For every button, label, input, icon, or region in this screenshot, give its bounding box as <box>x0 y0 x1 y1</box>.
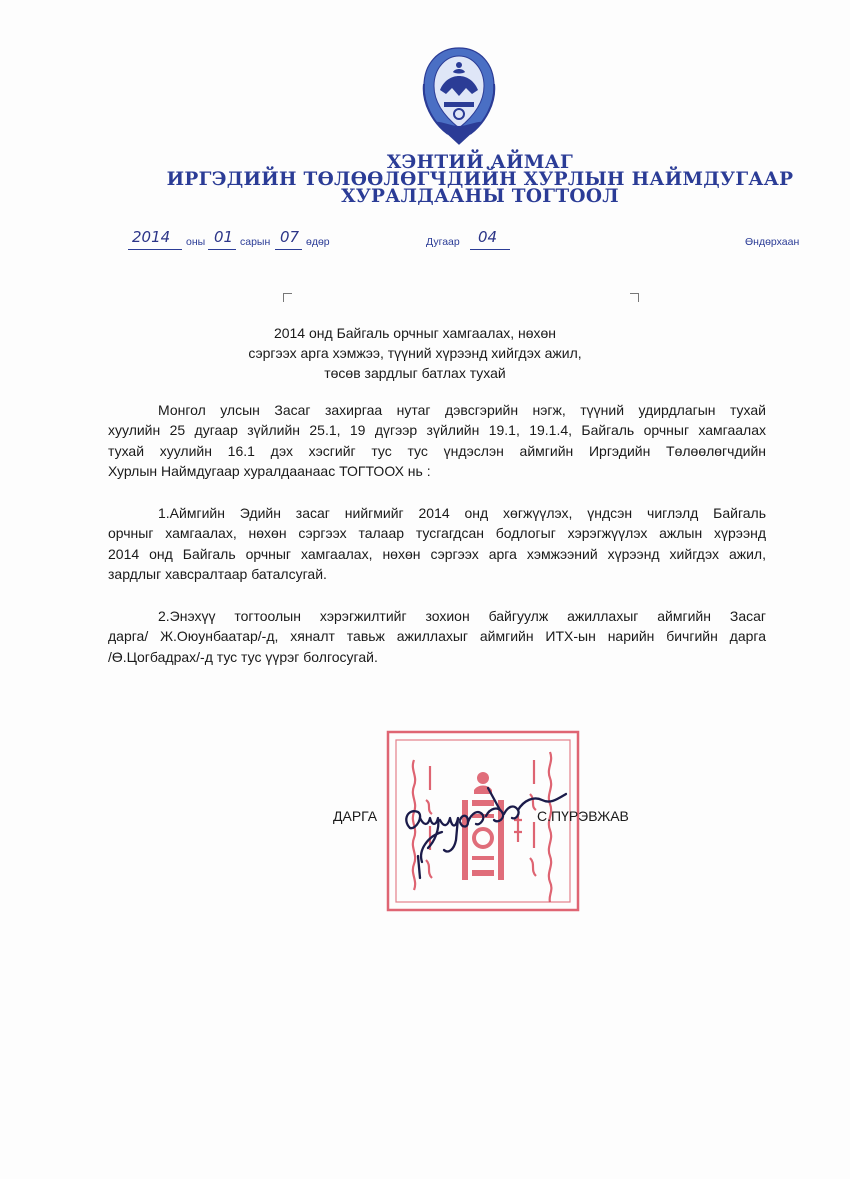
paragraph-line: Хурлын Наймдугаар хуралдаанаас ТОГТООХ нь : <box>108 462 431 479</box>
year-value: 2014 <box>132 228 171 246</box>
day-underline <box>275 249 302 250</box>
paragraph-line: зардлыг хавсралтаар баталсугай. <box>108 565 327 582</box>
paragraph-line: 2014 онд Байгаль орчныг хамгаалах, нөхөн сэргээх арга хэмжээний хүрээнд хийгдэх ажил, <box>108 545 766 562</box>
day-label: өдөр <box>306 236 330 248</box>
year-label: оны <box>186 236 206 248</box>
header-council-title: ИРГЭДИЙН ТӨЛӨӨЛӨГЧДИЙН ХУРЛЫН НАЙМДУГААР <box>166 169 794 190</box>
paragraph-line: 2.Энэхүү тогтоолын хэрэгжилтийг зохион байгуулж ажиллахыг аймгийн Засаг <box>158 608 766 624</box>
paragraph-line: Монгол улсын Засаг захиргаа нутаг дэвсгэрийн нэгж, түүний удирдлагын тухай <box>158 402 766 418</box>
month-value: 01 <box>214 228 234 246</box>
month-label: сарын <box>240 236 271 248</box>
number-label: Дугаар <box>426 236 460 248</box>
year-underline <box>128 249 182 250</box>
header-resolution-title: ХУРАЛДААНЫ ТОГТООЛ <box>341 186 619 207</box>
number-value: 04 <box>478 228 498 246</box>
place-label: Өндөрхаан <box>745 236 800 248</box>
preamble-paragraph <box>108 400 766 481</box>
paragraph-line: орчныг хамгаалах, нөхөн сэргээх талаар тусгагдсан бодлогыг хэрэгжүүлэх ажлын хүрээнд <box>108 525 766 542</box>
month-underline <box>208 249 236 250</box>
mongolia-state-emblem-icon <box>418 44 500 148</box>
header-region-title: ХЭНТИЙ АЙМАГ <box>386 152 574 173</box>
subject-line: 2014 онд Байгаль орчныг хамгаалах, нөхөн <box>273 325 557 341</box>
subject-line: сэргээх арга хэмжээ, түүний хүрээнд хийгдэх ажил, <box>248 345 582 361</box>
title-bracket-right <box>630 293 639 302</box>
number-underline <box>470 249 510 250</box>
paragraph-line: /Ө.Цогбадрах/-д тус тус үүрэг болгосугай. <box>108 648 378 665</box>
subject-line: төсөв зардлыг батлах тухай <box>324 365 506 381</box>
paragraph-line: 1.Аймгийн Эдийн засаг нийгмийг 2014 онд хөгжүүлэх, үндсэн чиглэлд Байгаль <box>158 505 766 521</box>
date-line <box>0 228 850 252</box>
paragraph-line: дарга/ Ж.Оюунбаатар/-д, хяналт тавьж ажиллахыг аймгийн ИТХ-ын нарийн бичгийн дарга <box>108 628 766 645</box>
item-1-paragraph <box>108 503 766 584</box>
signatory-name: С.ПҮРЭВЖАВ <box>537 808 629 824</box>
resolution-subject <box>180 323 650 383</box>
title-bracket-left <box>283 293 292 302</box>
item-2-paragraph <box>108 606 766 667</box>
signatory-title: ДАРГА <box>333 808 378 824</box>
paragraph-line: хуулийн 25 дугаар зүйлийн 25.1, 19 дүгээр зүйлийн 19.1, 19.1.4, Байгаль орчныг хамгаалах <box>108 422 766 439</box>
handwritten-signature <box>398 770 573 885</box>
day-value: 07 <box>280 228 300 246</box>
paragraph-line: тухай хуулийн 16.1 дэх хэсгийг тус тус үндэслэн аймгийн Иргэдийн Төлөөлөгчдийн <box>108 442 766 459</box>
